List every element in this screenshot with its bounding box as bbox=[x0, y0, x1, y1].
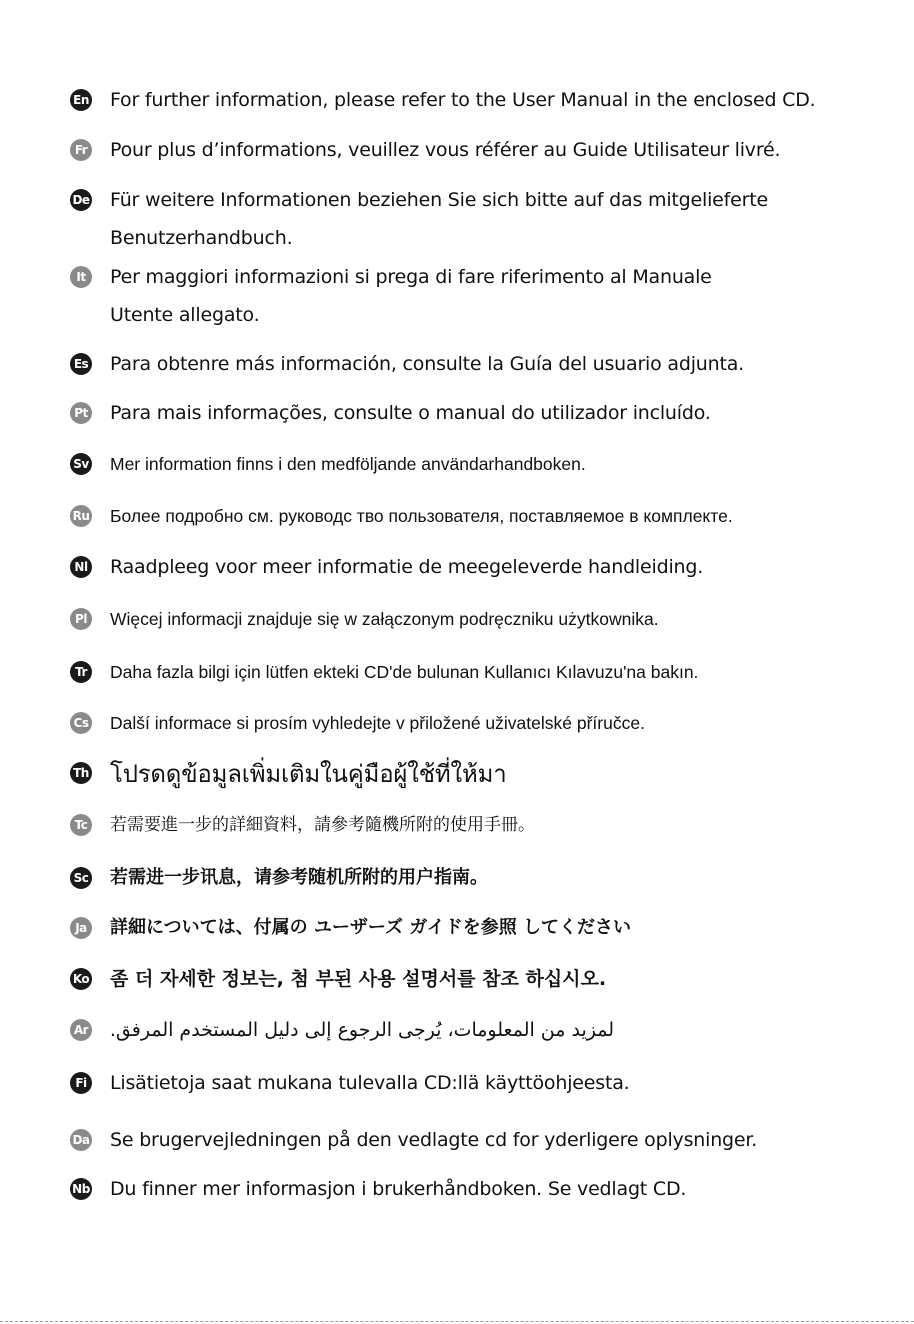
language-text: Daha fazla bilgi için lütfen ekteki CD'de bulunan Kullanıcı Kılavuzu'na bakın. bbox=[110, 662, 699, 682]
language-text: Lisätietoja saat mukana tulevalla CD:llä käyttöohjeesta. bbox=[110, 1072, 630, 1094]
language-text: Per maggiori informazioni si prega di fare riferimento al Manuale Utente allegato. bbox=[110, 266, 712, 326]
language-text: Pour plus d’informations, veuillez vous référer au Guide Utilisateur livré. bbox=[110, 139, 781, 161]
language-code-badge: Sv bbox=[70, 453, 92, 475]
language-code-badge: Nb bbox=[70, 1178, 92, 1200]
language-code-badge: Pt bbox=[70, 402, 92, 424]
language-code-badge: Es bbox=[70, 353, 92, 375]
language-code-badge: Cs bbox=[70, 712, 92, 734]
language-text: Raadpleeg voor meer informatie de meegeleverde handleiding. bbox=[110, 556, 704, 578]
language-text: Para obtenre más información, consulte la Guía del usuario adjunta. bbox=[110, 353, 745, 375]
language-code-badge: Ja bbox=[70, 917, 92, 939]
language-text: โปรดดูข้อมูลเพิ่มเติมในคู่มือผู้ใช้ที่ให้มา bbox=[110, 760, 507, 788]
language-code-badge: Th bbox=[70, 762, 92, 784]
bottom-divider bbox=[0, 1321, 914, 1322]
language-code-badge: Pl bbox=[70, 608, 92, 630]
language-code-badge: Fi bbox=[70, 1072, 92, 1094]
language-code-badge: Ko bbox=[70, 968, 92, 990]
language-code-badge: Ru bbox=[70, 505, 92, 527]
language-code-badge: Tr bbox=[70, 661, 92, 683]
language-text: Более подробно см. руководс тво пользователя, поставляемое в комплекте. bbox=[110, 506, 733, 526]
language-code-badge: Nl bbox=[70, 556, 92, 578]
language-code-badge: En bbox=[70, 89, 92, 111]
language-code-badge: Ar bbox=[70, 1019, 92, 1041]
language-text: Więcej informacji znajduje się w załączonym podręczniku użytkownika. bbox=[110, 609, 659, 629]
language-text: Für weitere Informationen beziehen Sie sich bitte auf das mitgelieferte Benutzerhandbuch. bbox=[110, 189, 768, 249]
language-text: 詳細については、付属の ユーザーズ ガイドを参照 してください bbox=[110, 917, 631, 938]
language-code-badge: Fr bbox=[70, 139, 92, 161]
language-code-badge: Da bbox=[70, 1129, 92, 1151]
language-text: Se brugervejledningen på den vedlagte cd for yderligere oplysninger. bbox=[110, 1129, 758, 1151]
language-code-badge: De bbox=[70, 189, 92, 211]
language-text: Další informace si prosím vyhledejte v přiložené uživatelské příručce. bbox=[110, 713, 645, 733]
language-text: 若需要進一步的詳細資料，請參考隨機所附的使用手冊。 bbox=[110, 815, 535, 835]
language-text: Du finner mer informasjon i brukerhåndboken. Se vedlagt CD. bbox=[110, 1178, 687, 1200]
language-code-badge: Sc bbox=[70, 867, 92, 889]
language-text: 若需进一步讯息，请参考随机所附的用户指南。 bbox=[110, 867, 488, 888]
language-code-badge: Tc bbox=[70, 814, 92, 836]
language-text: لمزيد من المعلومات، يُرجى الرجوع إلى دليل المستخدم المرفق. bbox=[110, 1019, 614, 1041]
language-text: For further information, please refer to the User Manual in the enclosed CD. bbox=[110, 89, 816, 111]
language-text: Para mais informações, consulte o manual do utilizador incluído. bbox=[110, 402, 711, 424]
language-text: 좀 더 자세한 정보는, 첨 부된 사용 설명서를 참조 하십시오. bbox=[110, 968, 607, 990]
language-code-badge: It bbox=[70, 266, 92, 288]
language-text: Mer information finns i den medföljande användarhandboken. bbox=[110, 454, 586, 474]
